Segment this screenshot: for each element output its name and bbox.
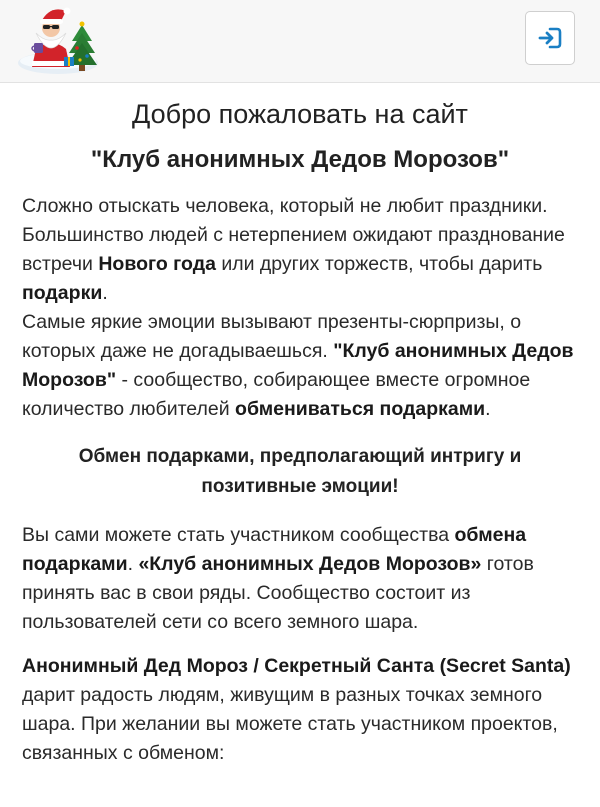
secret-santa-paragraph: Анонимный Дед Мороз / Секретный Санта (Secret Santa) дарит радость людям, живущим в разных точках земного шара. При желании вы можете стать участником проектов, связанных с обменом: <box>22 655 571 764</box>
login-button[interactable] <box>525 11 575 65</box>
sign-in-icon <box>538 27 562 49</box>
top-header <box>0 0 600 83</box>
page-title-club-name: "Клуб анонимных Дедов Морозов" <box>90 146 510 173</box>
page-title: Добро пожаловать на сайт <box>132 99 468 129</box>
join-paragraph: Вы сами можете стать участником сообщества обмена подарками. «Клуб анонимных Дедов Морозов» готов принять вас в свои ряды. Сообщество состоит из пользователей сети со всего земного шара. <box>22 524 534 633</box>
intro-paragraph: Сложно отыскать человека, который не любит праздники. Большинство людей с нетерпением ожидают празднование встречи Нового года или других торжеств, чтобы дарить подарки. Самые яркие эмоции вызывают презенты-сюрпризы, о которых даже не догадываешься. "Клуб анонимных Дедов Морозов" - сообщество, собирающее вместе огромное количество любителей обмениваться подарками. <box>22 195 574 420</box>
gift-exchange-subheading: Обмен подарками, предполагающий интригу и позитивные эмоции! <box>78 446 522 497</box>
main-content <box>22 94 578 768</box>
santa-logo-icon[interactable] <box>14 3 100 77</box>
